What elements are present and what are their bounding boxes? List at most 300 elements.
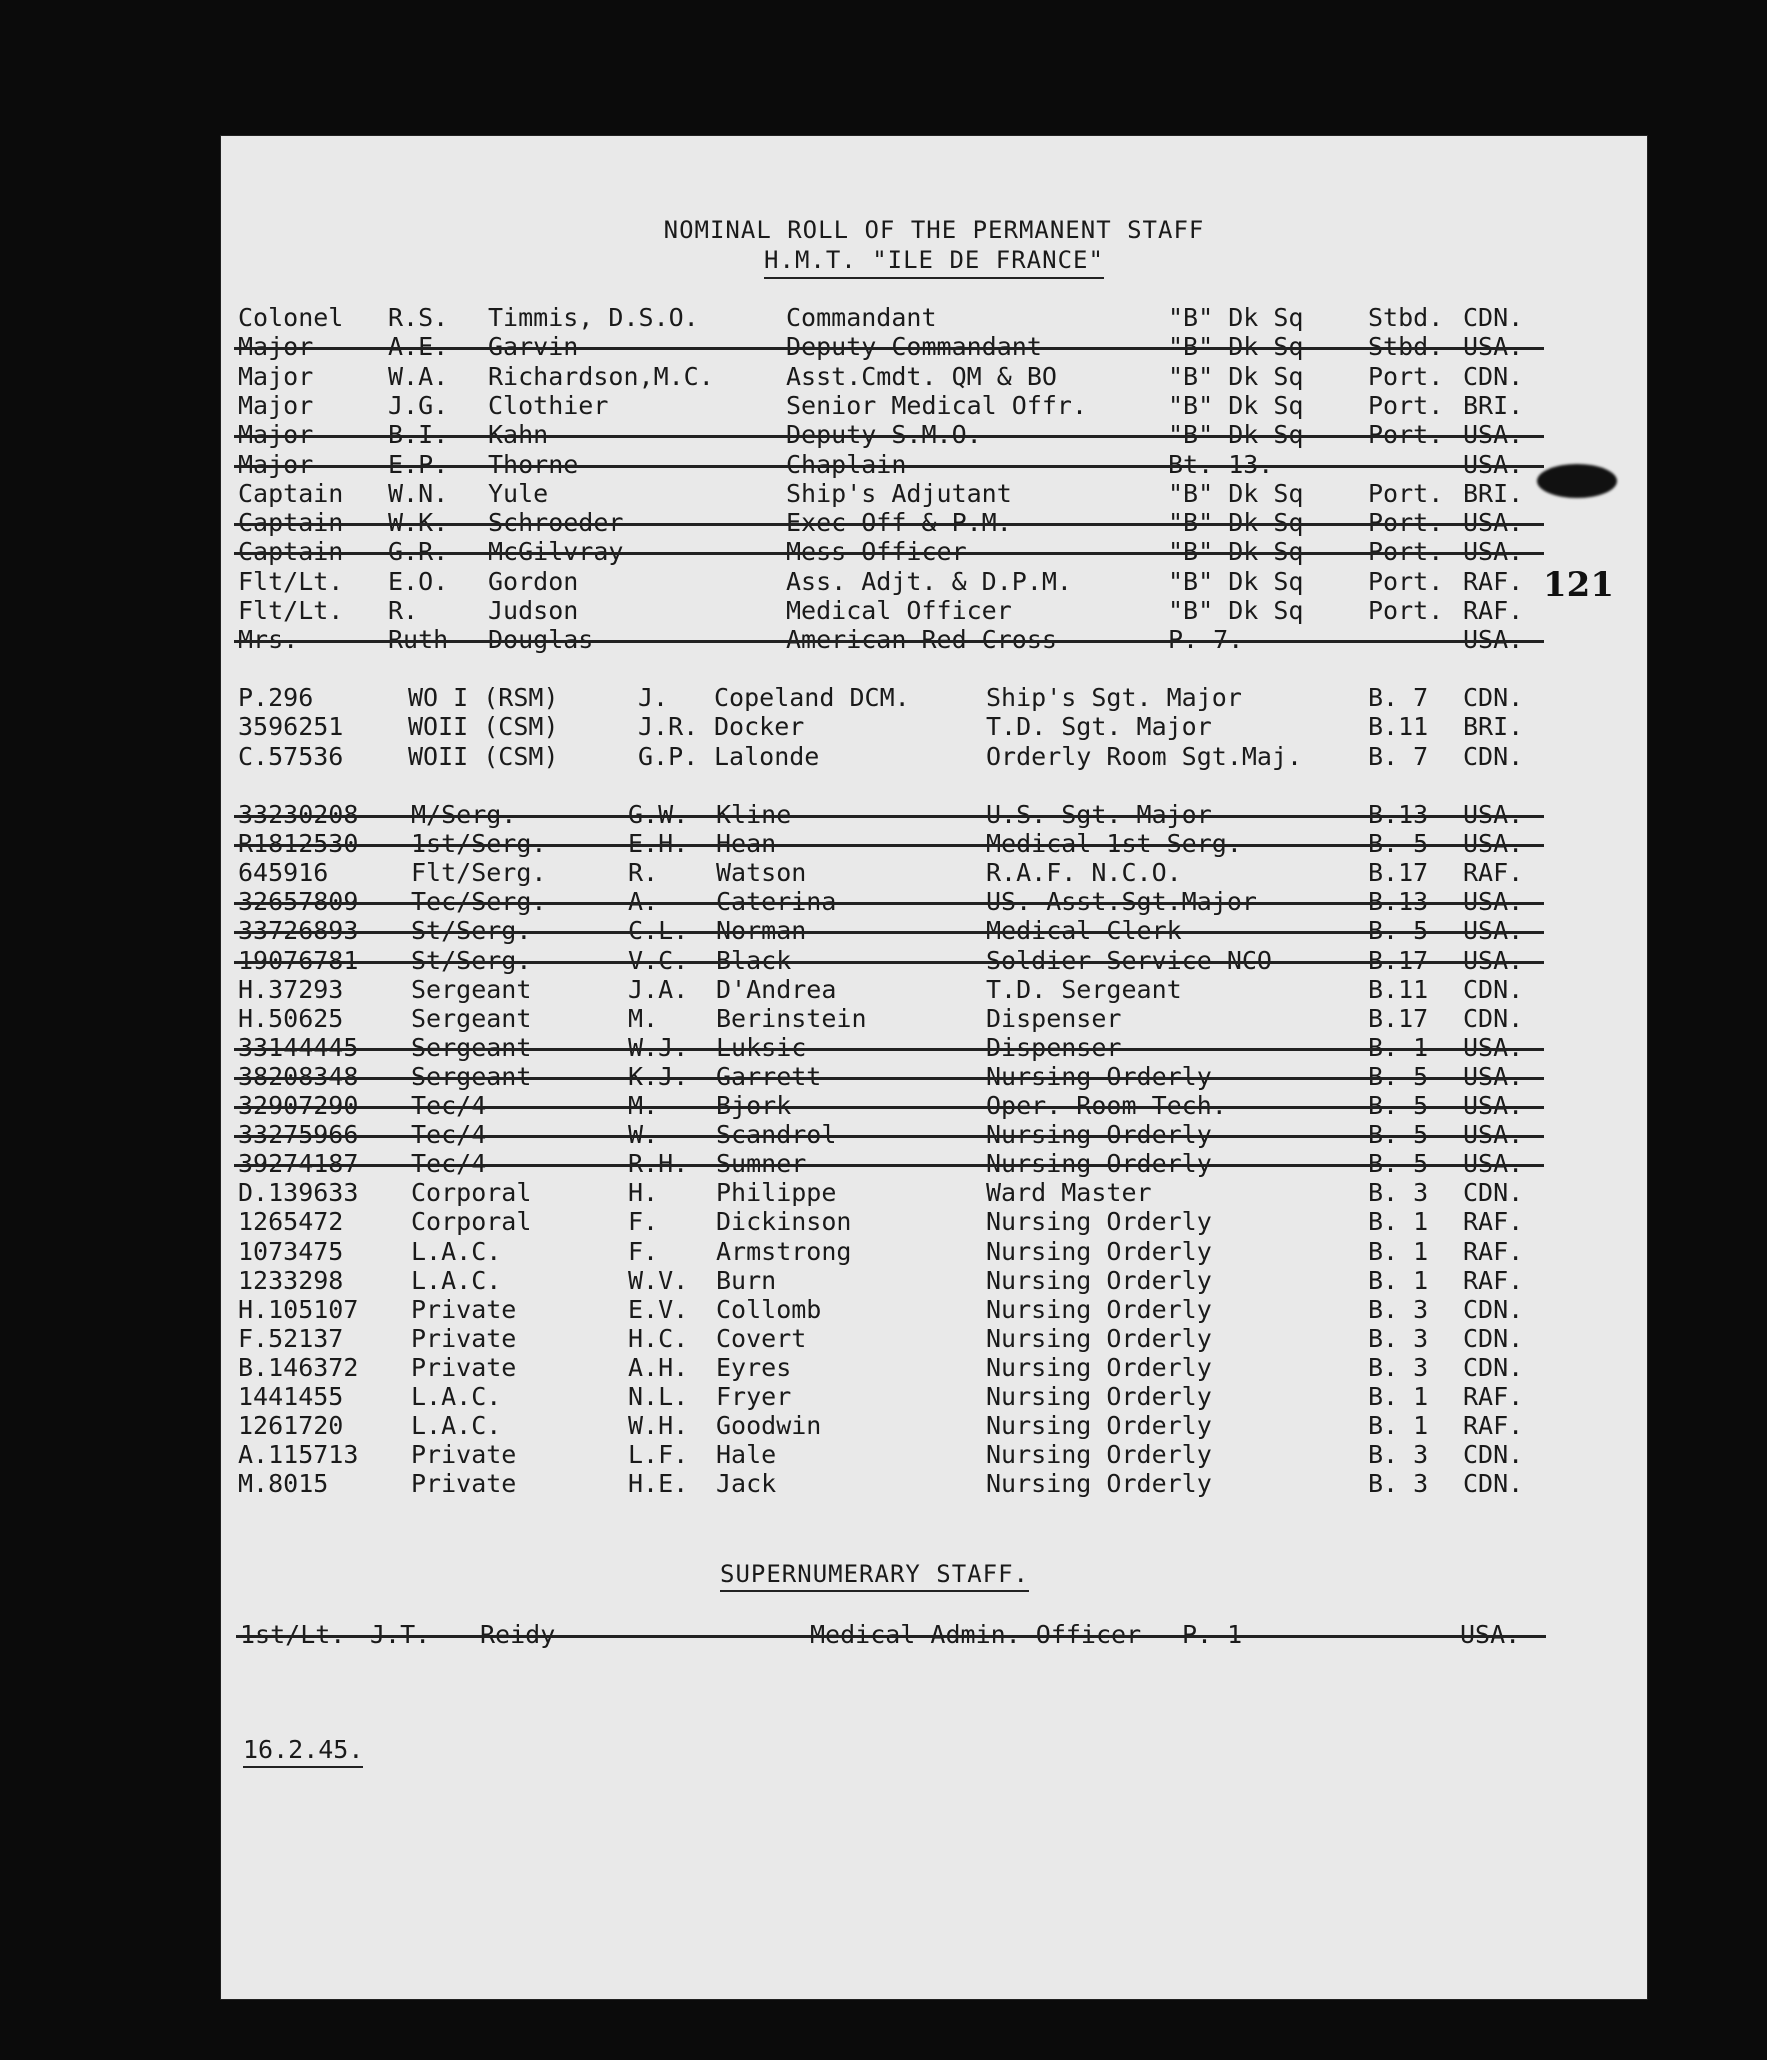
entry-loc: B. 5 (1368, 1091, 1429, 1120)
entry-name: Scandrol (716, 1120, 837, 1150)
entry-rank: Colonel (238, 303, 344, 332)
entry-role: Medical Officer (786, 596, 1012, 625)
entry-name: Copeland DCM. (714, 683, 910, 712)
entry-name: Hale (716, 1440, 777, 1470)
entry-nat: USA. (1463, 1061, 1524, 1091)
roll-entry (238, 1440, 1538, 1469)
entry-rank: 1st/Serg. (411, 829, 547, 859)
entry-name: Schroeder (488, 508, 624, 538)
entry-name: Docker (714, 712, 805, 742)
entry-rank: Flt/Serg. (411, 858, 547, 888)
entry-init: C.L. (628, 916, 689, 946)
entry-num: 33144445 (238, 1032, 359, 1062)
roll-entry (238, 420, 1538, 449)
folio-number: 121 (1543, 565, 1614, 605)
entry-loc: B. 5 (1368, 1061, 1429, 1091)
entry-loc: B. 3 (1368, 1178, 1429, 1208)
entry-nat: USA. (1463, 449, 1524, 479)
entry-nat: USA. (1463, 508, 1524, 538)
entry-init: Ruth (388, 625, 449, 655)
roll-entry (238, 1178, 1538, 1207)
entry-role: Nursing Orderly (986, 1411, 1212, 1441)
entry-loc: B.17 (1368, 945, 1429, 975)
title-line-1: NOMINAL ROLL OF THE PERMANENT STAFF (663, 216, 1205, 244)
roll-entry (238, 887, 1538, 916)
entry-loc: B. 1 (1368, 1382, 1429, 1411)
entry-name: Black (716, 945, 792, 975)
roll-entry (238, 303, 1538, 332)
entry-nat: BRI. (1463, 712, 1524, 742)
roll-entry (238, 1033, 1538, 1062)
entry-role: Medical Admin. Officer (810, 1620, 1142, 1649)
entry-loc: "B" Dk Sq (1168, 537, 1304, 567)
entry-init: A. (628, 887, 659, 917)
entry-name: Garvin (488, 332, 579, 362)
entry-name: Gordon (488, 566, 579, 596)
entry-role: Nursing Orderly (986, 1149, 1212, 1179)
entry-init: G.R. (388, 537, 449, 567)
roll-entry (238, 916, 1538, 945)
entry-num: 33726893 (238, 916, 359, 946)
entry-role: US. Asst.Sgt.Major (986, 887, 1257, 917)
roll-entry (238, 1091, 1538, 1120)
entry-loc: Bt. 13. (1168, 449, 1274, 479)
entry-nat: CDN. (1463, 303, 1524, 332)
entry-role: Chaplain (786, 449, 907, 479)
roll-entry (238, 1324, 1538, 1353)
entry-rank: WO I (RSM) (408, 683, 559, 712)
entry-rank: Corporal (411, 1207, 532, 1237)
entry-nat: USA. (1463, 1032, 1524, 1062)
entry-name: Dickinson (716, 1207, 852, 1237)
entry-side: Port. (1368, 537, 1444, 567)
entry-init: R.S. (388, 303, 449, 332)
entry-nat: USA. (1463, 420, 1524, 450)
entry-loc: B. 1 (1368, 1207, 1429, 1237)
entry-rank: WOII (CSM) (408, 712, 559, 742)
entry-init: R. (388, 596, 419, 625)
entry-num: 1073475 (238, 1236, 344, 1266)
entry-num: 1261720 (238, 1411, 344, 1441)
entry-name: Clothier (488, 390, 609, 420)
entry-role: Medical 1st Serg. (986, 829, 1242, 859)
entry-rank: St/Serg. (411, 945, 532, 975)
entry-nat: BRI. (1463, 478, 1524, 508)
roll-entry (238, 858, 1538, 887)
entry-name: Norman (716, 916, 807, 946)
entry-name: Kline (716, 800, 792, 829)
entry-rank: L.A.C. (411, 1236, 502, 1266)
entry-loc: B.11 (1368, 974, 1429, 1004)
entry-role: Nursing Orderly (986, 1382, 1212, 1411)
entry-loc: B.17 (1368, 858, 1429, 888)
entry-loc: "B" Dk Sq (1168, 508, 1304, 538)
roll-entry (238, 1266, 1538, 1295)
roll-entry (238, 1382, 1538, 1411)
entry-nat: USA. (1463, 625, 1524, 655)
entry-loc: B. 5 (1368, 1120, 1429, 1150)
entry-rank: Major (238, 390, 314, 420)
entry-name: Judson (488, 596, 579, 625)
entry-rank: Flt/Lt. (238, 566, 344, 596)
entry-init: H. (628, 1178, 659, 1208)
entry-loc: "B" Dk Sq (1168, 390, 1304, 420)
entry-init: J.G. (388, 390, 449, 420)
entry-rank: Major (238, 449, 314, 479)
entry-init: K.J. (628, 1061, 689, 1091)
entry-loc: B. 3 (1368, 1352, 1429, 1382)
entry-name: Covert (716, 1323, 807, 1353)
entry-loc: P. 7. (1168, 625, 1244, 655)
roll-entry (240, 1620, 1540, 1649)
entry-init: A.E. (388, 332, 449, 362)
entry-loc: "B" Dk Sq (1168, 332, 1304, 362)
entry-role: Nursing Orderly (986, 1061, 1212, 1091)
entry-nat: RAF. (1463, 1382, 1524, 1411)
entry-role: Senior Medical Offr. (786, 390, 1088, 420)
entry-name: Berinstein (716, 1003, 867, 1033)
entry-side: Stbd. (1368, 332, 1444, 362)
entry-init: W.N. (388, 478, 449, 508)
entry-init: L.F. (628, 1440, 689, 1470)
entry-init: E.V. (628, 1294, 689, 1324)
entry-loc: B. 3 (1368, 1440, 1429, 1470)
entry-init: H.E. (628, 1469, 689, 1499)
entry-role: Oper. Room Tech. (986, 1091, 1227, 1120)
entry-init: W.A. (388, 361, 449, 391)
roll-entry (238, 1353, 1538, 1382)
entry-init: W. (628, 1120, 659, 1150)
entry-loc: B. 1 (1368, 1032, 1429, 1062)
entry-loc: B.13 (1368, 887, 1429, 917)
entry-loc: "B" Dk Sq (1168, 420, 1304, 450)
entry-num: 19076781 (238, 945, 359, 975)
entry-role: T.D. Sergeant (986, 974, 1182, 1004)
entry-num: A.115713 (238, 1440, 359, 1470)
entry-init: W.K. (388, 508, 449, 538)
roll-entry (238, 391, 1538, 420)
entry-nat: USA. (1463, 800, 1524, 829)
entry-name: Yule (488, 478, 549, 508)
entry-num: H.105107 (238, 1294, 359, 1324)
entry-loc: B. 1 (1368, 1265, 1429, 1295)
entry-init: G.P. (638, 741, 699, 771)
entry-role: T.D. Sgt. Major (986, 712, 1212, 742)
entry-loc: B. 1 (1368, 1236, 1429, 1266)
entry-nat: RAF. (1463, 1265, 1524, 1295)
entry-role: Nursing Orderly (986, 1323, 1212, 1353)
entry-loc: B.17 (1368, 1003, 1429, 1033)
entry-rank: Sergeant (411, 1003, 532, 1033)
entry-nat: USA. (1463, 537, 1524, 567)
entry-rank: Major (238, 361, 314, 391)
entry-nat: USA. (1463, 1149, 1524, 1179)
entry-loc: B. 3 (1368, 1294, 1429, 1324)
entry-loc: "B" Dk Sq (1168, 596, 1304, 625)
entry-loc: "B" Dk Sq (1168, 478, 1304, 508)
entry-role: Soldier Service NCO (986, 945, 1272, 975)
entry-role: Nursing Orderly (986, 1236, 1212, 1266)
entry-init: E.P. (388, 449, 449, 479)
entry-rank: L.A.C. (411, 1411, 502, 1441)
entry-init: F. (628, 1207, 659, 1237)
entry-rank: 1st/Lt. (240, 1620, 346, 1649)
entry-role: Deputy S.M.O. (786, 420, 982, 450)
entry-side: Port. (1368, 420, 1444, 450)
entry-name: Caterina (716, 887, 837, 917)
entry-nat: CDN. (1463, 974, 1524, 1004)
entry-name: Richardson,M.C. (488, 361, 714, 391)
entry-rank: Tec/4 (411, 1149, 487, 1179)
entry-nat: CDN. (1463, 1469, 1524, 1499)
entry-role: Ass. Adjt. & D.P.M. (786, 566, 1072, 596)
entry-name: D'Andrea (716, 974, 837, 1004)
entry-num: P.296 (238, 683, 314, 712)
roll-entry (238, 508, 1538, 537)
entry-role: Nursing Orderly (986, 1440, 1212, 1470)
entry-role: Dispenser (986, 1003, 1122, 1033)
entry-init: M. (628, 1003, 659, 1033)
roll-entry (238, 1295, 1538, 1324)
entry-loc: P. 1 (1182, 1620, 1243, 1649)
entry-num: 32657809 (238, 887, 359, 917)
entry-side: Port. (1368, 566, 1444, 596)
entry-name: Fryer (716, 1382, 792, 1411)
entry-nat: RAF. (1463, 596, 1524, 625)
entry-rank: M/Serg. (411, 800, 517, 829)
roll-entry (238, 1207, 1538, 1236)
entry-role: Asst.Cmdt. QM & BO (786, 361, 1057, 391)
roll-entry (238, 742, 1538, 771)
entry-nat: RAF. (1463, 1411, 1524, 1441)
entry-name: Lalonde (714, 741, 820, 771)
entry-role: Ward Master (986, 1178, 1152, 1208)
entry-side: Port. (1368, 596, 1444, 625)
entry-init: J.T. (370, 1620, 431, 1649)
roll-entry (238, 362, 1538, 391)
roll-entry (238, 712, 1538, 741)
entry-loc: B.11 (1368, 712, 1429, 742)
entry-loc: B. 1 (1368, 1411, 1429, 1441)
entry-nat: RAF. (1463, 1207, 1524, 1237)
roll-entry (238, 1237, 1538, 1266)
entry-init: F. (628, 1236, 659, 1266)
roll-entry (238, 1120, 1538, 1149)
entry-nat: CDN. (1463, 1178, 1524, 1208)
entry-rank: Sergeant (411, 1032, 532, 1062)
entry-loc: B.13 (1368, 800, 1429, 829)
entry-name: Sumner (716, 1149, 807, 1179)
entry-init: H.C. (628, 1323, 689, 1353)
entry-loc: B. 5 (1368, 916, 1429, 946)
entry-num: R1812530 (238, 829, 359, 859)
roll-entry (238, 800, 1538, 829)
entry-init: E.O. (388, 566, 449, 596)
entry-name: Watson (716, 858, 807, 888)
roll-entry (238, 332, 1538, 361)
entry-name: Hean (716, 829, 777, 859)
entry-role: Nursing Orderly (986, 1120, 1212, 1150)
entry-side: Stbd. (1368, 303, 1444, 332)
entry-nat: USA. (1463, 1091, 1524, 1120)
entry-rank: Tec/4 (411, 1120, 487, 1150)
roll-entry (238, 625, 1538, 654)
entry-name: Kahn (488, 420, 549, 450)
entry-rank: Private (411, 1294, 517, 1324)
ink-smudge (1537, 464, 1617, 498)
entry-nat: RAF. (1463, 566, 1524, 596)
roll-entry (238, 1062, 1538, 1091)
entry-nat: CDN. (1463, 1294, 1524, 1324)
entry-loc: B. 5 (1368, 1149, 1429, 1179)
entry-num: M.8015 (238, 1469, 329, 1499)
entry-name: Goodwin (716, 1411, 822, 1441)
entry-role: U.S. Sgt. Major (986, 800, 1212, 829)
entry-side: Port. (1368, 361, 1444, 391)
entry-name: Thorne (488, 449, 579, 479)
entry-init: J.A. (628, 974, 689, 1004)
entry-role: Nursing Orderly (986, 1265, 1212, 1295)
entry-nat: BRI. (1463, 390, 1524, 420)
supernumerary-heading: SUPERNUMERARY STAFF. (720, 1560, 1029, 1592)
entry-role: Ship's Adjutant (786, 478, 1012, 508)
entry-loc: "B" Dk Sq (1168, 361, 1304, 391)
entry-nat: USA. (1463, 332, 1524, 362)
entry-role: Nursing Orderly (986, 1469, 1212, 1499)
entry-init: G.W. (628, 800, 689, 829)
entry-init: J.R. (638, 712, 699, 742)
roll-entry (238, 1469, 1538, 1498)
entry-rank: Captain (238, 537, 344, 567)
entry-name: McGilvray (488, 537, 624, 567)
entry-init: A.H. (628, 1352, 689, 1382)
entry-rank: Tec/4 (411, 1091, 487, 1120)
entry-nat: USA. (1463, 945, 1524, 975)
entry-num: 1265472 (238, 1207, 344, 1237)
entry-nat: USA. (1463, 916, 1524, 946)
entry-nat: CDN. (1463, 741, 1524, 771)
entry-name: Reidy (480, 1620, 556, 1649)
roll-entry (238, 479, 1538, 508)
entry-rank: Major (238, 332, 314, 362)
roll-entry (238, 829, 1538, 858)
entry-role: R.A.F. N.C.O. (986, 858, 1182, 888)
entry-loc: B. 7 (1368, 741, 1429, 771)
entry-init: N.L. (628, 1382, 689, 1411)
entry-rank: Major (238, 420, 314, 450)
entry-name: Eyres (716, 1352, 792, 1382)
entry-nat: CDN. (1463, 1352, 1524, 1382)
entry-role: Nursing Orderly (986, 1352, 1212, 1382)
entry-rank: Corporal (411, 1178, 532, 1208)
entry-init: M. (628, 1091, 659, 1120)
entry-name: Timmis, D.S.O. (488, 303, 699, 332)
entry-name: Collomb (716, 1294, 822, 1324)
entry-num: C.57536 (238, 741, 344, 771)
entry-side: Port. (1368, 508, 1444, 538)
entry-init: W.J. (628, 1032, 689, 1062)
entry-role: Nursing Orderly (986, 1294, 1212, 1324)
document-date: 16.2.45. (243, 1735, 363, 1768)
entry-num: 1233298 (238, 1265, 344, 1295)
roll-entry (238, 683, 1538, 712)
roll-entry (238, 537, 1538, 566)
entry-role: Deputy Commandant (786, 332, 1042, 362)
roll-entry (238, 596, 1538, 625)
entry-num: B.146372 (238, 1352, 359, 1382)
entry-num: H.50625 (238, 1003, 344, 1033)
entry-nat: CDN. (1463, 683, 1524, 712)
entry-loc: B. 7 (1368, 683, 1429, 712)
entry-nat: USA. (1463, 1120, 1524, 1150)
roll-entry (238, 1149, 1538, 1178)
entry-rank: Sergeant (411, 1061, 532, 1091)
entry-name: Armstrong (716, 1236, 852, 1266)
entry-nat: CDN. (1463, 1003, 1524, 1033)
roll-entry (238, 946, 1538, 975)
entry-rank: Tec/Serg. (411, 887, 547, 917)
entry-role: Ship's Sgt. Major (986, 683, 1242, 712)
entry-nat: CDN. (1463, 1323, 1524, 1353)
entry-nat: RAF. (1463, 1236, 1524, 1266)
entry-init: V.C. (628, 945, 689, 975)
entry-num: 1441455 (238, 1382, 344, 1411)
entry-nat: USA. (1460, 1620, 1521, 1649)
entry-num: F.52137 (238, 1323, 344, 1353)
entry-name: Philippe (716, 1178, 837, 1208)
title-line-2: H.M.T. "ILE DE FRANCE" (764, 245, 1104, 279)
entry-num: 39274187 (238, 1149, 359, 1179)
entry-nat: CDN. (1463, 361, 1524, 391)
entry-loc: "B" Dk Sq (1168, 303, 1304, 332)
entry-init: W.H. (628, 1411, 689, 1441)
entry-side: Port. (1368, 390, 1444, 420)
entry-rank: Captain (238, 478, 344, 508)
entry-rank: Private (411, 1352, 517, 1382)
entry-name: Burn (716, 1265, 777, 1295)
entry-rank: Flt/Lt. (238, 596, 344, 625)
entry-init: B.I. (388, 420, 449, 450)
entry-num: H.37293 (238, 974, 344, 1004)
entry-num: 3596251 (238, 712, 344, 742)
entry-role: Mess Officer (786, 537, 967, 567)
entry-rank: WOII (CSM) (408, 741, 559, 771)
entry-name: Jack (716, 1469, 777, 1499)
entry-nat: USA. (1463, 829, 1524, 859)
entry-rank: St/Serg. (411, 916, 532, 946)
entry-role: Exec Off & P.M. (786, 508, 1012, 538)
entry-num: 33230208 (238, 800, 359, 829)
entry-name: Douglas (488, 625, 594, 655)
document-title (220, 215, 1648, 279)
entry-role: Medical Clerk (986, 916, 1182, 946)
entry-rank: Sergeant (411, 974, 532, 1004)
entry-role: Nursing Orderly (986, 1207, 1212, 1237)
entry-side: Port. (1368, 478, 1444, 508)
entry-num: D.139633 (238, 1178, 359, 1208)
entry-role: Commandant (786, 303, 937, 332)
entry-init: J. (638, 683, 669, 712)
entry-rank: Captain (238, 508, 344, 538)
entry-loc: B. 3 (1368, 1323, 1429, 1353)
entry-num: 38208348 (238, 1061, 359, 1091)
entry-init: R.H. (628, 1149, 689, 1179)
entry-loc: "B" Dk Sq (1168, 566, 1304, 596)
roll-entry (238, 567, 1538, 596)
entry-loc: B. 3 (1368, 1469, 1429, 1499)
roll-entry (238, 975, 1538, 1004)
roll-entry (238, 450, 1538, 479)
